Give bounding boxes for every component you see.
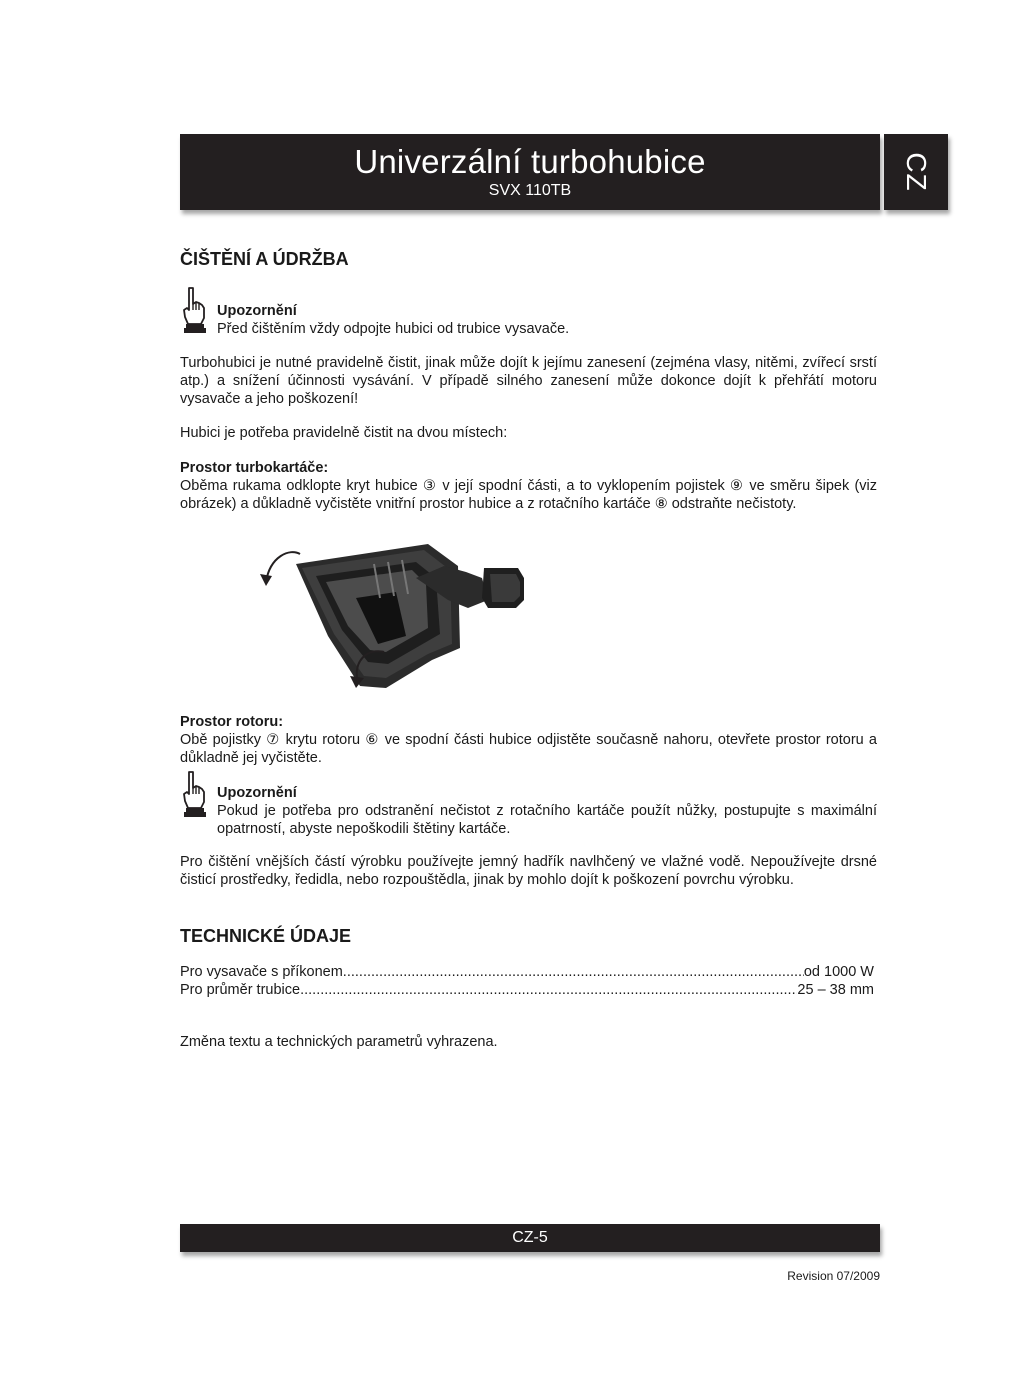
warning-text: Před čištěním vždy odpojte hubici od trubice vysavače. xyxy=(217,321,570,337)
spec-row-power xyxy=(180,963,874,981)
cleaning-heading: ČIŠTĚNÍ A ÚDRŽBA xyxy=(180,249,349,269)
spec-value: od 1000 W xyxy=(803,964,874,980)
warning-title: Upozornění xyxy=(217,785,297,801)
page-number: CZ-5 xyxy=(512,1229,548,1246)
document-title: Univerzální turbohubice xyxy=(354,143,706,180)
pointing-hand-icon xyxy=(180,286,208,334)
warning-title: Upozornění xyxy=(217,303,297,319)
brush-space-paragraph xyxy=(180,459,877,513)
header-bar xyxy=(180,134,880,210)
spec-leader-dots xyxy=(343,963,804,981)
technical-heading: TECHNICKÉ ÚDAJE xyxy=(180,926,352,946)
rotor-space-paragraph xyxy=(180,713,877,767)
pointing-hand-icon xyxy=(180,770,208,818)
rotor-space-label: Prostor rotoru: xyxy=(180,714,284,730)
brush-space-label: Prostor turbokartáče: xyxy=(180,460,329,476)
spec-label: Pro vysavače s příkonem xyxy=(180,964,343,980)
warning-note-1 xyxy=(180,286,877,336)
spec-leader-dots xyxy=(300,981,797,999)
exterior-cleaning-paragraph: Pro čištění vnějších částí výrobku používejte jemný hadřík navlhčený ve vlažné vodě. Nepoužívejte drsné čisticí prostředky, ředidla, nebo rozpouštědla, jinak by mohlo dojít k poškození povrchu výrobku. xyxy=(180,854,877,888)
revision-label: Revision 07/2009 xyxy=(787,1269,880,1283)
footer-bar xyxy=(180,1224,880,1252)
warning-note-2 xyxy=(180,770,877,836)
intro-paragraph: Turbohubici je nutné pravidelně čistit, jinak může dojít k jejímu zanesení (zejména vlasy, nitěmi, zvířecí srstí atp.) a snížení účinnosti vysávání. V případě silného zanesení může dokonce dojít k přehřátí motoru vysavače a jeho poškození! xyxy=(180,355,877,407)
language-tab-label: CZ xyxy=(901,152,932,192)
rotor-space-text: Obě pojistky ⑦ krytu rotoru ⑥ ve spodní části hubice odjistěte současně nahoru, otevřete prostor rotoru a důkladně jej vyčistěte. xyxy=(180,732,877,766)
spec-value: 25 – 38 mm xyxy=(797,982,874,998)
nozzle-underside-illustration xyxy=(256,538,528,690)
brush-space-text: Oběma rukama odklopte kryt hubice ③ v její spodní části, a to vyklopením pojistek ⑨ ve směru šipek (viz obrázek) a důkladně vyčistěte vnitřní prostor hubice a z rotačního kartáče ⑧ odstraňte nečistoty. xyxy=(180,478,877,512)
two-places-paragraph: Hubici je potřeba pravidelně čistit na dvou místech: xyxy=(180,425,508,441)
warning-text: Pokud je potřeba pro odstranění nečistot z rotačního kartáče použít nůžky, postupujte s maximální opatrností, abyste nepoškodili štětiny kartáče. xyxy=(217,803,877,837)
spec-label: Pro průměr trubice xyxy=(180,982,301,998)
model-number: SVX 110TB xyxy=(488,182,572,199)
spec-row-diameter xyxy=(180,981,874,999)
disclaimer: Změna textu a technických parametrů vyhrazena. xyxy=(180,1034,498,1050)
language-tab xyxy=(884,134,948,210)
